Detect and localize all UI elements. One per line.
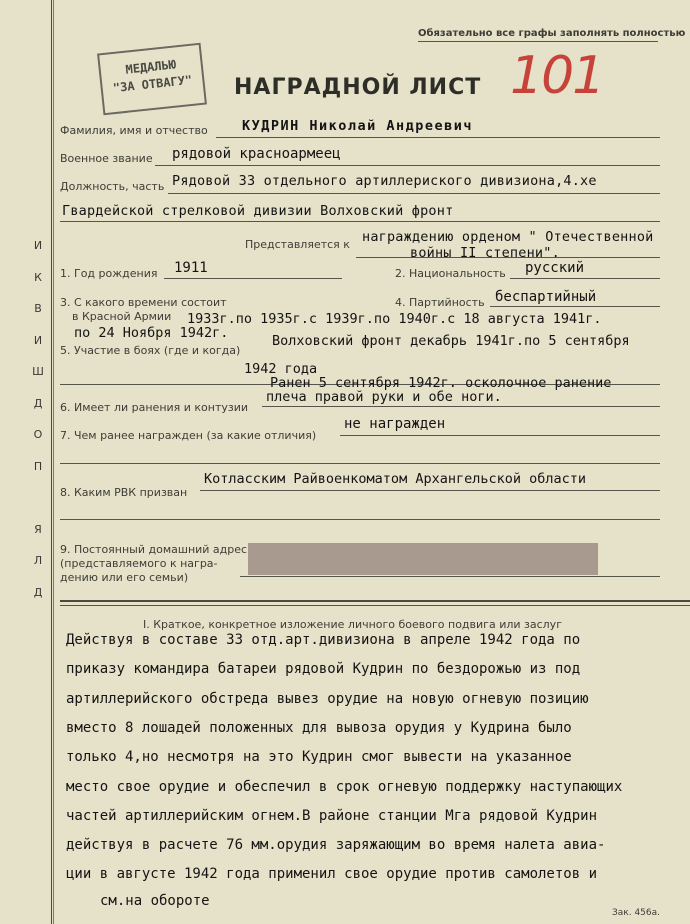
address-label-2: (представляемого к награ-	[60, 557, 218, 570]
rvk-rule	[200, 490, 660, 491]
binding-letter: Д	[33, 396, 43, 410]
party-label: 4. Партийность	[395, 296, 485, 309]
since-label: 3. С какого времени состоит	[60, 296, 227, 309]
handwritten-number: 101	[510, 46, 604, 106]
position-value-2: Гвардейской стрелковой дивизии Волховский фронт	[62, 203, 454, 219]
address-rule	[240, 576, 660, 577]
nationality-value: русский	[525, 260, 585, 276]
battles-value: Волховский фронт декабрь 1941г.по 5 сентября	[272, 333, 630, 349]
rank-rule	[155, 165, 660, 166]
wounds-rule	[262, 406, 660, 407]
birth-year-value: 1911	[174, 260, 208, 276]
binding-strip	[28, 230, 48, 608]
section-separator-2	[60, 605, 690, 606]
binding-letter: Я	[34, 522, 42, 536]
nationality-rule	[510, 278, 660, 279]
awards-rule	[340, 435, 660, 436]
position-rule	[168, 193, 660, 194]
narrative-line: действуя в расчете 76 мм.орудия заряжающим во время налета авиа-	[66, 837, 606, 854]
narrative-line: место свое орудие и обеспечил в срок огневую поддержку наступающих	[66, 778, 623, 795]
rank-value: рядовой красноармеец	[172, 146, 341, 162]
narrative-line: вместо 8 лошадей положенных для вывоза орудия у Кудрина было	[66, 719, 572, 736]
battles-value-2: 1942 года	[244, 361, 318, 377]
stamp-line-1: МЕДАЛЬЮ	[124, 57, 177, 77]
binding-letter: И	[33, 239, 43, 252]
document-title: НАГРАДНОЙ ЛИСТ	[234, 75, 482, 100]
birth-year-rule	[164, 278, 342, 279]
form-code: Зак. 456а.	[612, 908, 660, 918]
left-margin-line-2	[53, 0, 54, 924]
binding-letter: П	[33, 459, 43, 473]
name-label: Фамилия, имя и отчество	[60, 124, 208, 137]
narrative-line: частей артиллерийским огнем.В районе станции Мга рядовой Кудрин	[66, 807, 598, 824]
binding-letter: Л	[33, 554, 43, 567]
binding-letter: О	[33, 428, 43, 441]
wounds-value: Ранен 5 сентября 1942г. осколочное ранение	[270, 375, 612, 391]
since-value: 1933г.по 1935г.с 1939г.по 1940г.с 18 августа 1941г.	[187, 311, 602, 327]
stamp-line-2: "ЗА ОТВАГУ"	[112, 72, 193, 96]
presented-label: Представляется к	[245, 238, 350, 251]
presented-rule	[356, 257, 660, 258]
binding-letter: Ш	[32, 365, 44, 378]
binding-letter: В	[34, 302, 42, 315]
presented-value-2: войны II степени".	[410, 245, 560, 261]
wounds-value-2: плеча правой руки и обе ноги.	[266, 389, 502, 405]
awards-rule-2	[60, 463, 660, 464]
binding-letter: К	[34, 270, 42, 284]
narrative-line: ции в августе 1942 года применил свое орудие против самолетов и	[66, 866, 598, 883]
presented-value: награждению орденом " Отечественной	[362, 229, 654, 245]
rank-label: Военное звание	[60, 152, 153, 165]
narrative-line: артиллерийского обстреда вывез орудие на новую огневую позицию	[66, 690, 589, 707]
since-label-2: в Красной Армии	[72, 310, 172, 323]
section-separator	[60, 600, 690, 602]
redacted-address	[248, 543, 598, 575]
binding-letter: Д	[33, 585, 43, 599]
narrative-line: приказу командира батареи рядовой Кудрин по бездорожью из под	[66, 661, 581, 678]
rvk-value: Котласским Райвоенкоматом Архангельской области	[204, 471, 587, 487]
fill-instruction: Обязательно все графы заполнять полностью	[418, 28, 686, 39]
address-label-3: дению или его семьи)	[60, 571, 189, 584]
position-value: Рядовой 33 отдельного артиллериского дивизиона,4.хе	[172, 173, 597, 189]
since-value-2: по 24 Ноября 1942г.	[74, 325, 229, 341]
binding-letter: И	[33, 333, 43, 347]
left-margin-line	[51, 0, 52, 924]
rvk-label: 8. Каким РВК призван	[60, 486, 188, 499]
battles-label: 5. Участие в боях (где и когда)	[60, 344, 241, 357]
nationality-label: 2. Национальность	[395, 267, 506, 280]
birth-year-label: 1. Год рождения	[60, 267, 158, 280]
address-label: 9. Постоянный домашний адрес	[60, 543, 248, 556]
instruction-underline	[418, 41, 658, 42]
wounds-label: 6. Имеет ли ранения и контузии	[60, 401, 249, 414]
name-value: КУДРИН Николай Андреевич	[242, 118, 474, 134]
section-heading: I. Краткое, конкретное изложение личного боевого подвига или заслуг	[143, 618, 562, 631]
see-reverse-note: см.на обороте	[100, 893, 210, 909]
name-rule	[216, 137, 660, 138]
position-rule-2	[60, 221, 660, 222]
party-value: беспартийный	[495, 289, 597, 305]
medal-stamp	[97, 43, 207, 116]
narrative-line: Действуя в составе 33 отд.арт.дивизиона в апреле 1942 года по	[66, 632, 581, 648]
awards-value: не награжден	[344, 416, 446, 432]
binding-letter	[28, 482, 48, 514]
party-rule	[490, 306, 660, 307]
rvk-rule-2	[60, 519, 660, 520]
position-label: Должность, часть	[60, 180, 165, 193]
narrative-line: только 4,но несмотря на это Кудрин смог вывести на указанное	[66, 749, 572, 766]
awards-label: 7. Чем ранее награжден (за какие отличия)	[60, 429, 317, 442]
